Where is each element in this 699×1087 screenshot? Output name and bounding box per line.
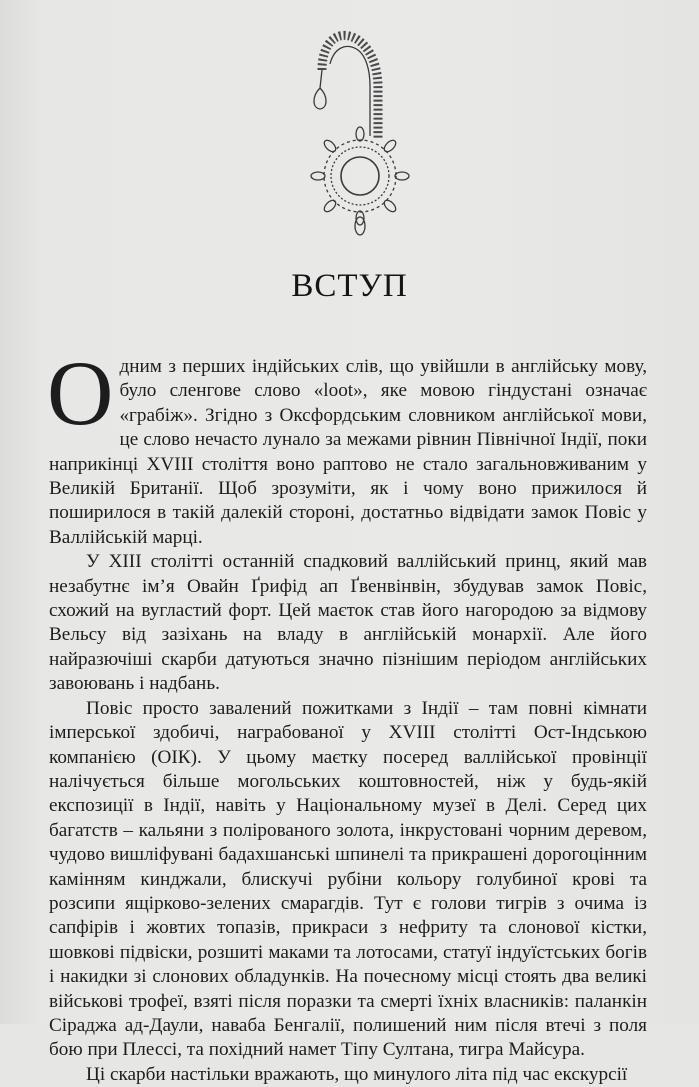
jewel-pendant-icon: [300, 18, 420, 238]
paragraph-4: Ці скарби настільки вражають, що минулого літа під час екскурсії: [86, 1063, 628, 1085]
body-text: [47, 342, 647, 1087]
chapter-title: ВСТУП: [291, 268, 408, 304]
drop-cap: О: [47, 342, 114, 444]
paragraph-1: Одним з перших індійських слів, що увійшли в англійську мову, було сленгове слово «loot», яке мовою гіндустані означає «грабіж». Згідно з Оксфордським словником англійської мови, це слово нечасто лунало за межами рівнин Північної Індії, поки наприкінці XVIII століття воно раптово не стало загальновживаним у Великій Британії. Щоб зрозуміти, як і чому воно прижилося й поширилося в такій далекій стороні, достатньо відвідати замок Повіс у Валлійській марці.: [47, 342, 647, 548]
paragraph-3: Повіс просто завалений пожитками з Індії – там повні кімнати імперської здобичі, награбованої у XVIII столітті Ост-Індською компанією (ОІК). У цьому маєтку посеред валлійської провінції налічується більше могольських коштовностей, ніж у будь-якій експозиції в Індії, навіть у Національному музеї в Делі. Серед цих багатств – кальяни з полірованого золота, інкрустовані чорним деревом, чудово вишліфувані бадахшанські шпинелі та прикрашені дорогоцінним камінням кинджали, блискучі рубіни кольору голубиної крові та розсипи ящірково-зелених смарагдів. Тут є голови тигрів з очима із сапфірів і жовтих топазів, прикраси з нефриту та слонової кістки, шовкові підвіски, розшиті маками та лотосами, статуї індуїстських богів і накидки зі слонових обладунків. На почесному місці стоять два великі військові трофеї, взяті після поразки та смерті їхніх власників: паланкін Сіраджа ад-Даули, наваба Бенгалії, полишений ним після втечі з поля бою при Плессі, та похідний намет Тіпу Султана, тигра Майсура.: [49, 697, 647, 1061]
paragraph-2: У XIII столітті останній спадковий валлійський принц, який мав незабутнє ім’я Овайн Ґрифід ап Ґвенвінвін, збудував замок Повіс, схожий на вугластий форт. Цей маєток став його нагородою за відмову Вельсу від зазіхань на владу в англійській монархії. Але його найразючіші скарби датуються значно пізнішим періодом англійських завоювань і надбань.: [49, 551, 647, 695]
